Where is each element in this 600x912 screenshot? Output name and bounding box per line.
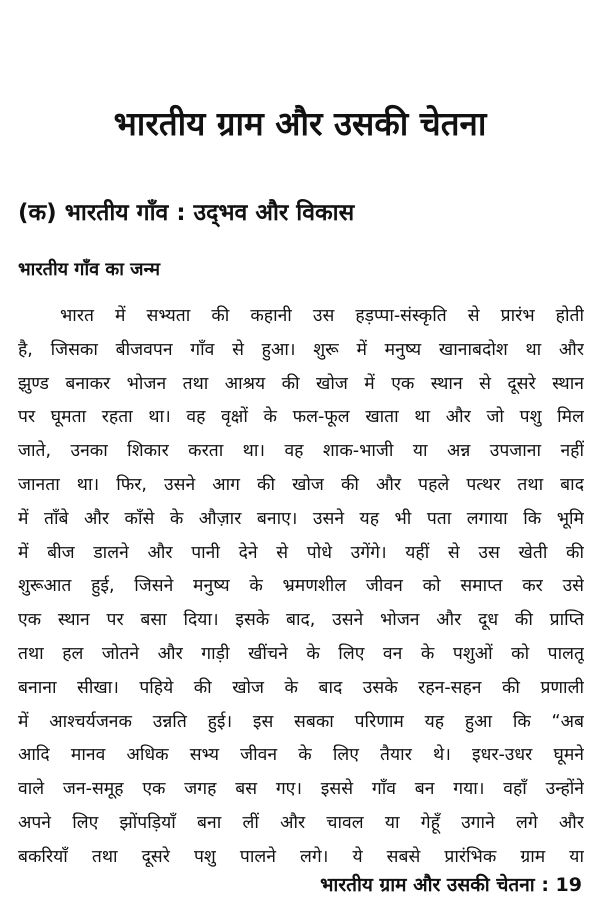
body-paragraph (18, 300, 584, 875)
footer-separator: : (541, 874, 549, 896)
sub-heading: भारतीय गाँव का जन्म (18, 259, 160, 280)
paragraph-line: पर घूमता रहता था। वह वृक्षों के फल-फूल खाता था और जो पशु मिल (18, 407, 584, 428)
chapter-title: भारतीय ग्राम और उसकी चेतना (113, 104, 487, 143)
paragraph-line: बकरियाँ तथा दूसरे पशु पालने लगे। ये सबसे प्रारंभिक ग्राम या (18, 846, 584, 867)
paragraph-line: में ताँबे और काँसे के औज़ार बनाए। उसने यह भी पता लगाया कि भूमि (18, 508, 584, 529)
paragraph-line: वाले जन-समूह एक जगह बस गए। इससे गाँव बन गया। वहाँ उन्होंने (18, 779, 584, 800)
paragraph-line: भारत में सभ्यता की कहानी उस हड़प्पा-संस्कृति से प्रारंभ होती (60, 306, 584, 326)
paragraph-line: झुण्ड बनाकर भोजन तथा आश्रय की खोज में एक स्थान से दूसरे स्थान (18, 373, 584, 394)
section-heading: (क) भारतीय गाँव : उद्‌भव और विकास (18, 200, 355, 226)
paragraph-line: एक स्थान पर बसा दिया। इसके बाद, उसने भोजन और दूध की प्राप्ति (18, 610, 584, 631)
running-title: भारतीय ग्राम और उसकी चेतना (320, 874, 535, 896)
page-number: 19 (555, 874, 582, 896)
paragraph-line: बनाना सीखा। पहिये की खोज के बाद उसके रहन-सहन की प्रणाली (18, 677, 584, 698)
paragraph-line: में बीज डालने और पानी देने से पोधे उगेंगे। यहीं से उस खेती की (18, 542, 584, 563)
paragraph-line: जाते, उनका शिकार करता था। वह शाक-भाजी या अन्न उपजाना नहीं (18, 441, 584, 462)
paragraph-line: में आश्चर्यजनक उन्नति हुई। इस सबका परिणाम यह हुआ कि “अब (18, 711, 584, 732)
paragraph-line: शुरूआत हुई, जिसने मनुष्य के भ्रमणशील जीवन को समाप्त कर उसे (18, 576, 584, 597)
page-footer (320, 870, 582, 900)
paragraph-line: आदि मानव अधिक सभ्य जीवन के लिए तैयार थे। इधर-उधर घूमने (18, 745, 584, 766)
paragraph-line: जानता था। फिर, उसने आग की खोज की और पहले पत्थर तथा बाद (18, 474, 584, 495)
paragraph-line: है, जिसका बीजवपन गाँव से हुआ। शुरू में मनुष्य खानाबदोश था और (18, 339, 584, 360)
paragraph-line: तथा हल जोतने और गाड़ी खींचने के लिए वन के पशुओं को पालतू (18, 643, 584, 664)
paragraph-line: अपने लिए झोंपड़ियाँ बना लीं और चावल या गेहूँ उगाने लगे और (18, 812, 584, 833)
